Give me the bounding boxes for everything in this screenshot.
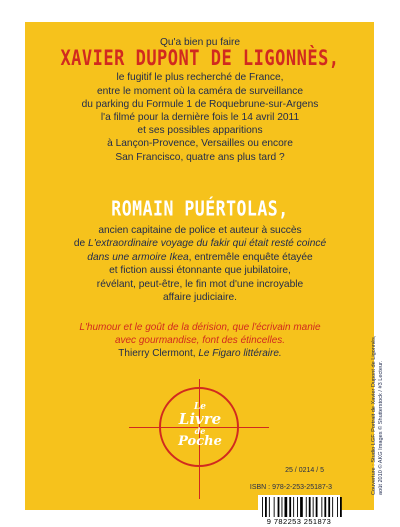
- credits-line: août 2010 © AKG Images © Shutterstock / #3 Lecteur.: [378, 360, 384, 495]
- barcode-number: 9 782253 251873: [266, 517, 332, 526]
- logo-text: Le: [193, 402, 207, 412]
- logo-text: Livre: [178, 410, 222, 428]
- barcode-bar: [278, 497, 280, 517]
- author-name: ROMAIN PUÉRTOLAS,: [111, 196, 289, 221]
- barcode-bar: [332, 497, 333, 517]
- bio-text: de: [73, 238, 89, 250]
- cover-credits: [359, 335, 384, 495]
- quote-line: avec gourmandise, font des étincelles.: [114, 335, 286, 346]
- intro-line: San Francisco, quatre ans plus tard ?: [115, 151, 285, 163]
- price-code: 25 / 0214 / 5: [285, 467, 324, 474]
- barcode-bar: [293, 497, 294, 517]
- barcode-bars: [261, 497, 337, 517]
- barcode-bar: [285, 497, 288, 517]
- logo-text: Poche: [178, 434, 222, 449]
- intro-line: le fugitif le plus recherché de France,: [116, 72, 284, 84]
- credits-line: Couverture : Studio LGF. Portrait de Xavier Dupont de Ligonnès,: [371, 335, 377, 495]
- barcode-bar: [269, 497, 270, 517]
- barcode-bar: [340, 497, 342, 517]
- barcode-bar: [321, 497, 322, 517]
- quote-author: Thierry Clermont,: [118, 348, 199, 359]
- barcode-bar: [265, 497, 267, 517]
- logo-text: de: [194, 426, 206, 436]
- barcode-bar: [313, 497, 314, 517]
- press-quote: [45, 321, 355, 360]
- bio-line: ancien capitaine de police et auteur à succès: [98, 225, 302, 236]
- bio-line: et fiction aussi étonnante que jubilatoire,: [109, 265, 291, 277]
- intro-question: Qu'a bien pu faire: [159, 37, 241, 48]
- isbn-number: ISBN : 978-2-253-25187-3: [249, 484, 332, 491]
- quote-line: L'humour et le goût de la dérision, que l'écrivain manie: [79, 322, 321, 333]
- bio-line: révélant, peut-être, le fin mot d'une incroyable: [96, 278, 304, 290]
- barcode-bar: [282, 497, 283, 517]
- barcode-bar: [309, 497, 311, 517]
- quote-source: Le Figaro littéraire.: [198, 348, 282, 359]
- barcode-bar: [306, 497, 307, 517]
- publisher-logo: [167, 393, 233, 461]
- barcode-bar: [316, 497, 318, 517]
- barcode: [258, 495, 340, 527]
- barcode-bar: [274, 497, 275, 517]
- book-back-cover: [25, 22, 384, 526]
- intro-line: du parking du Formule 1 de Roquebrune-sur-Argens: [81, 98, 319, 110]
- barcode-bar: [289, 497, 291, 517]
- bio-line: [45, 237, 355, 250]
- intro-line: à Lançon-Provence, Versailles ou encore: [107, 138, 293, 150]
- author-bio: [45, 224, 355, 304]
- intro-paragraph: [45, 36, 355, 164]
- subject-name: XAVIER DUPONT DE LIGONNÈS,: [60, 46, 340, 72]
- barcode-bar: [262, 497, 263, 517]
- barcode-bar: [324, 497, 326, 517]
- quote-attribution: [45, 347, 355, 360]
- bio-text: , entremêle enquête étayée: [188, 251, 313, 263]
- credits-text: [371, 335, 385, 495]
- barcode-bar: [337, 497, 338, 517]
- barcode-bar: [328, 497, 330, 517]
- barcode-bar: [297, 497, 298, 517]
- intro-line: l'a filmé pour la dernière fois le 14 avril 2011: [100, 112, 300, 124]
- intro-line: et ses possibles apparitions: [137, 125, 263, 137]
- barcode-bar: [300, 497, 303, 517]
- intro-line: entre le moment où la caméra de surveillance: [96, 85, 304, 97]
- book-title: dans une armoire Ikea: [87, 251, 189, 263]
- book-title: L'extraordinaire voyage du fakir qui était resté coincé: [88, 238, 327, 250]
- bio-line: affaire judiciaire.: [163, 292, 237, 304]
- bio-line: [45, 251, 355, 264]
